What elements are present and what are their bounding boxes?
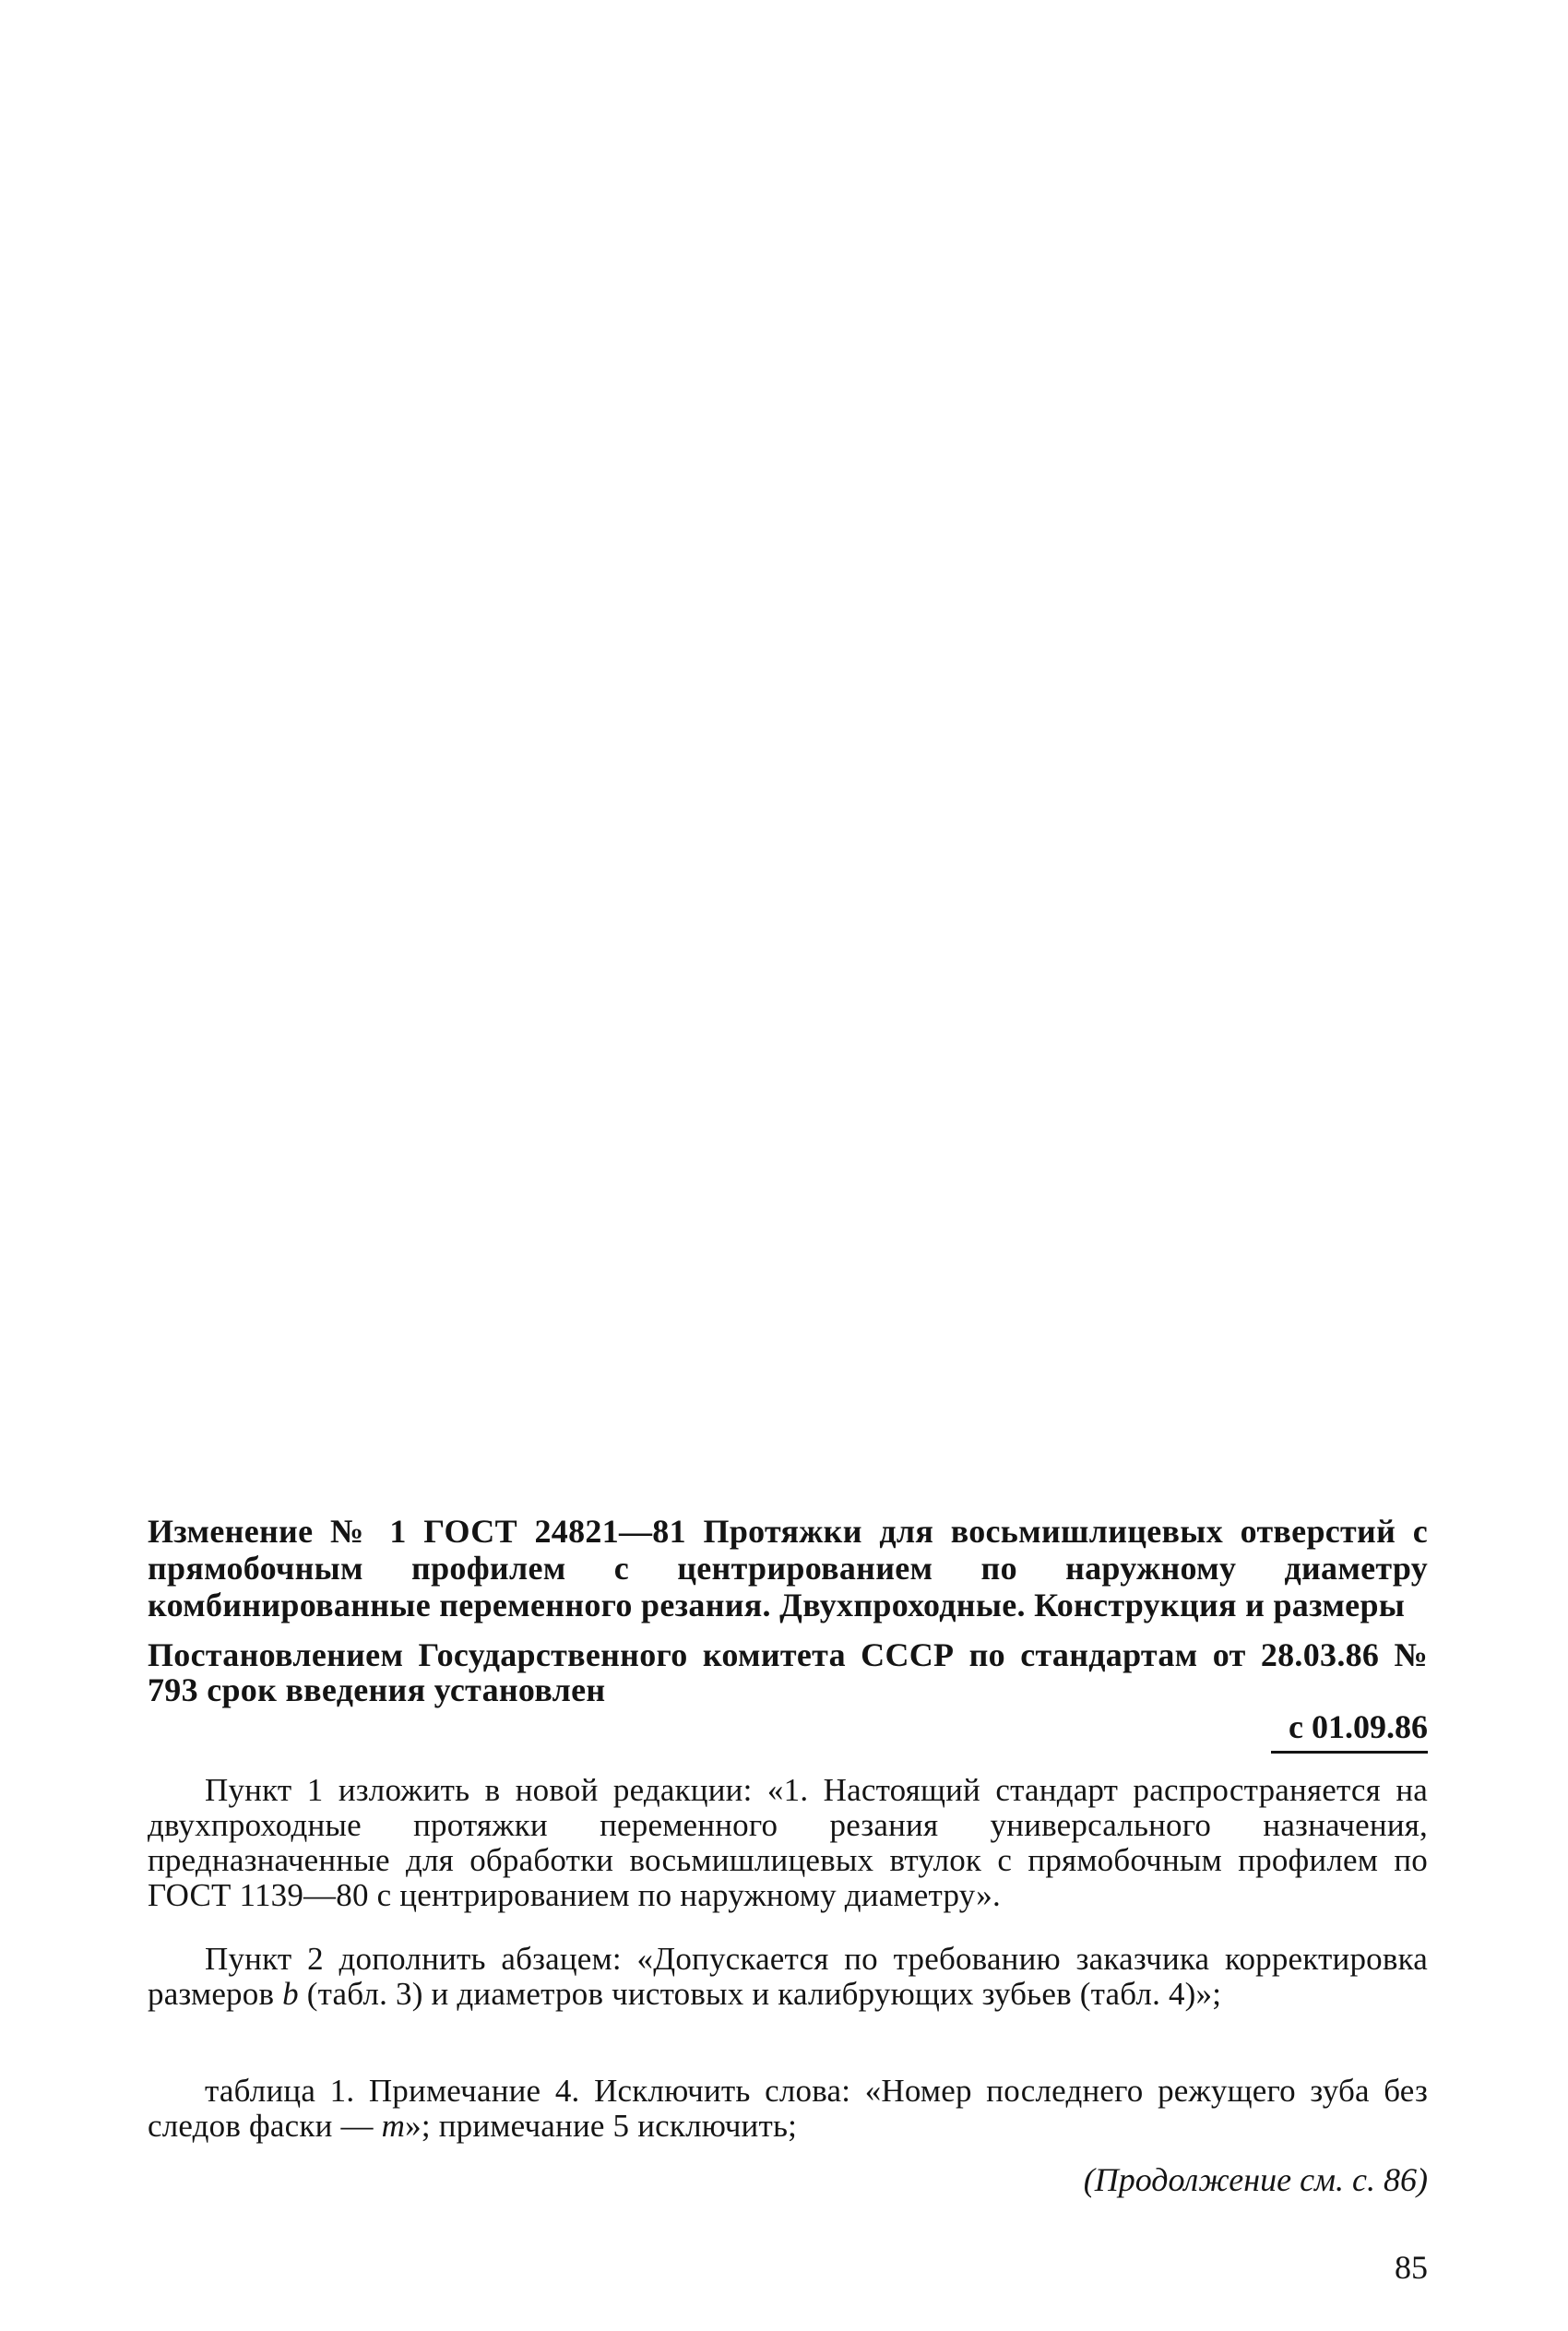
page-number: 85 (1395, 2249, 1428, 2286)
paragraph-2-text-before: Пункт 2 дополнить абзацем: «Допускается по требованию заказчика корректировка размеров (148, 1941, 1428, 2012)
paragraph-3-symbol: m (381, 2108, 406, 2144)
continued-note: (Продолжение см. с. 86) (1083, 2161, 1428, 2198)
paragraph-3-text-after: »; примечание 5 исключить; (405, 2108, 798, 2144)
paragraph-2-symbol: b (282, 1976, 299, 2012)
paragraph-3 (148, 2074, 1428, 2144)
paragraph-3-text-before: таблица 1. Примечание 4. Исключить слова: «Номер последнего режущего зуба без следов фаски — (148, 2073, 1428, 2144)
amendment-heading: Изменение № 1 ГОСТ 24821—81 Протяжки для восьмишлицевых отверстий с прямобочным профилем с центрированием по наружному диаметру комбинированные переменного резания. Двухпроходные. Конструкция и размеры (148, 1513, 1428, 1623)
effective-date: с 01.09.86 (1289, 1708, 1428, 1745)
paragraph-2 (148, 1942, 1428, 2012)
effective-date-underline (1271, 1751, 1428, 1754)
decree-text: Постановлением Государственного комитета СССР по стандартам от 28.03.86 № 793 срок введения установлен (148, 1636, 1428, 1708)
paragraph-2-text-after: (табл. 3) и диаметров чистовых и калибрующих зубьев (табл. 4)»; (298, 1976, 1222, 2012)
paragraph-1: Пункт 1 изложить в новой редакции: «1. Настоящий стандарт распространяется на двухпроходные протяжки переменного резания универсального назначения, предназначенные для обработки восьмишлицевых втулок с прямобочным профилем по ГОСТ 1139—80 с центрированием по наружному диаметру». (148, 1772, 1428, 1913)
